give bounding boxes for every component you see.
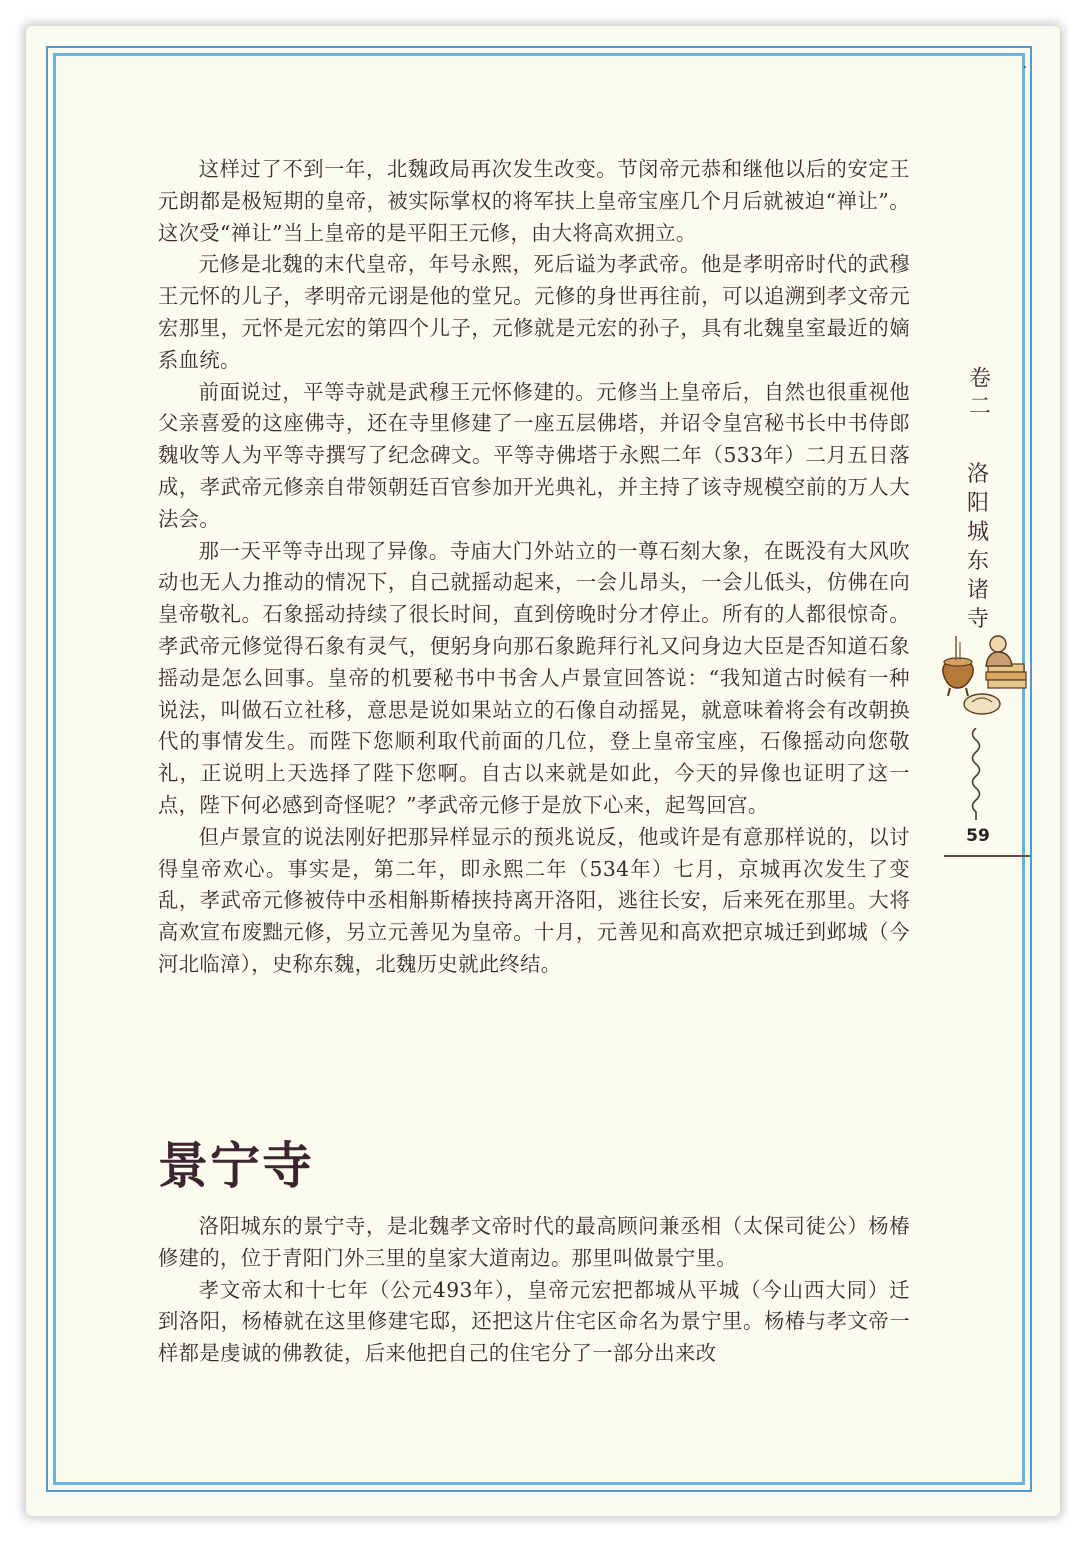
- chapter-char: 城: [966, 520, 989, 545]
- chapter-char: 阳: [966, 491, 989, 516]
- page-number: 59: [966, 826, 990, 846]
- paragraph: 前面说过，平等寺就是武穆王元怀修建的。元修当上皇帝后，自然也很重视他父亲喜爱的这座佛寺，还在寺里修建了一座五层佛塔，并诏令皇宫秘书长中书侍郎魏收等人为平等寺撰写了纪念碑文。平等寺佛塔于永熙二年（533年）二月五日落成，孝武帝元修亲自带领朝廷百官参加开光典礼，并主持了该寺规模空前的万人大法会。: [158, 379, 910, 531]
- paragraph: 但卢景宣的说法刚好把那异样显示的预兆说反，他或许是有意那样说的，以讨得皇帝欢心。事实是，第二年，即永熙二年（534年）七月，京城再次发生了变乱，孝武帝元修被侍中丞相斛斯椿挟持离开洛阳，逃往长安，后来死在那里。大将高欢宣布废黜元修，另立元善见为皇帝。十月，元善见和高欢把京城迁到邺城（今河北临漳），史称东魏，北魏历史就此终结。: [158, 824, 910, 976]
- paragraph: 那一天平等寺出现了异像。寺庙大门外站立的一尊石刻大象，在既没有大风吹动也无人力推动的情况下，自己就摇动起来，一会儿昂头，一会儿低头，仿佛在向皇帝敬礼。石象摇动持续了很长时间，直到傍晚时分才停止。所有的人都很惊奇。孝武帝元修觉得石象有灵气，便躬身向那石象跪拜行礼又问身边大臣是否知道石象摇动是怎么回事。皇帝的机要秘书中书舍人卢景宣回答说：“我知道古时候有一种说法，叫做石立社移，意思是说如果站立的石像自动摇晃，就意味着将会有改朝换代的事情发生。而陛下您顺利取代前面的几位，登上皇帝宝座，石像摇动向您敬礼，正说明上天选择了陛下您啊。自古以来就是如此，今天的异像也证明了这一点，陛下何必感到奇怪呢？”孝武帝元修于是放下心来，起驾回宫。: [158, 538, 910, 817]
- paragraph: 这样过了不到一年，北魏政局再次发生改变。节闵帝元恭和继他以后的安定王元朗都是极短期的皇帝，被实际掌权的将军扶上皇帝宝座几个月后就被迫“禅让”。这次受“禅让”当上皇帝的是平阳王元修，由大将高欢拥立。: [158, 157, 910, 245]
- page-number-rule: [944, 855, 1030, 857]
- paragraph: 元修是北魏的末代皇帝，年号永熙，死后谥为孝武帝。他是孝明帝时代的武穆王元怀的儿子，孝明帝元诩是他的堂兄。元修的身世再往前，可以追溯到孝文帝元宏那里，元怀是元宏的第四个儿子，元修就是元宏的孙子，具有北魏皇室最近的嫡系血统。: [158, 252, 910, 372]
- paragraph: 洛阳城东的景宁寺，是北魏孝文帝时代的最高顾问兼丞相（太保司徒公）杨椿修建的，位于青阳门外三里的皇家大道南边。那里叫做景宁里。: [158, 1214, 910, 1270]
- chapter-char: 寺: [966, 607, 989, 632]
- section-title: 景宁寺: [158, 1137, 314, 1195]
- monk-reading-icon: [936, 624, 1032, 720]
- wave-ornament-icon: [966, 728, 986, 820]
- print-speck: [1024, 66, 1026, 68]
- volume-text: 卷二: [965, 366, 991, 422]
- chapter-name-vertical: [950, 460, 1006, 634]
- chapter-body: [158, 154, 910, 981]
- chapter-char: 东: [966, 549, 989, 574]
- volume-label: [950, 366, 1006, 430]
- chapter-char: 洛: [966, 462, 989, 487]
- side-running-head: [950, 362, 1006, 634]
- paragraph: 孝文帝太和十七年（公元493年），皇帝元宏把都城从平城（今山西大同）迁到洛阳，杨椿就在这里修建宅邸，还把这片住宅区命名为景宁里。杨椿与孝文帝一样都是虔诚的佛教徒，后来他把自己的住宅分了一部分出来改: [158, 1277, 910, 1366]
- chapter-char: 诸: [966, 578, 989, 603]
- section-body: [158, 1211, 910, 1370]
